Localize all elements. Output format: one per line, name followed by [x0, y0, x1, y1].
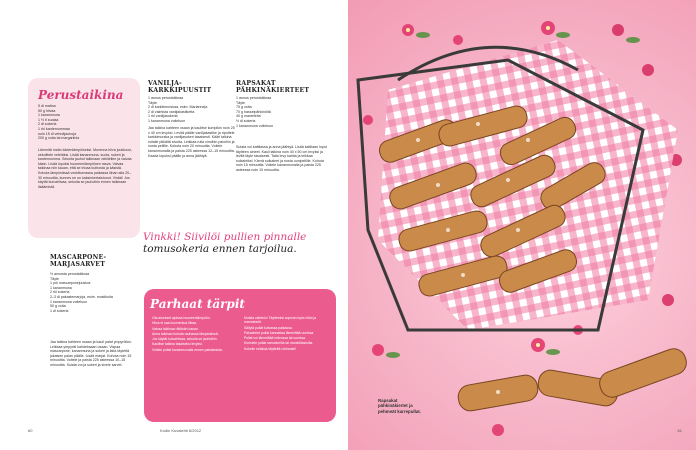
tip-item: Pakastetut pullat kannattaa lämmittää uunissa.	[244, 330, 315, 335]
base-recipe-title: Perustaikina	[38, 88, 124, 102]
ingredient-line: 2 dl valmista vaniljakastiketta	[148, 109, 195, 114]
ingredient-line: 1 kananmuna	[38, 113, 60, 118]
tip-item: Vaivaa taikinaa riittävän kauan.	[152, 326, 199, 331]
right-page-photo	[348, 0, 696, 450]
ingredient-line: 1 prk mascarponejuustoa	[50, 281, 91, 286]
ingredient-line: 5 dl maitoa	[38, 104, 56, 108]
tip-quote	[143, 231, 313, 255]
magazine-footer: Kodin Kuvalehti 6/2012	[160, 428, 202, 433]
ingredient-line: 1 kananmuna voiteluun	[50, 299, 88, 304]
ingredient-line: 1 annos perustaikinaa	[148, 96, 184, 100]
tips-column-1	[152, 316, 240, 353]
ingredient-line: 75 g voita	[236, 105, 252, 110]
tip-item: Voitele pullat kananmunalla ennen paistamista.	[152, 347, 223, 352]
base-method: Lämmitä maito kädenlämpöiseksi. Murenna hiiva joukkoon, sekoittele veteläksi. Lisää kananmuna, suola, sokeri ja kardemumma. Sekoita jauhot taikinaan vähitellen ja vaivaa käsin. Lisää lopuksi huoneenlämpöinen rasva. Vaivaa taikinaa niin kauan, että se irtoaa kulhosta ja käsistä. Kohota lämpimässä vedottomassa paikassa liinan alla 20–30 minuuttia, kunnes se on kaksinkertaistunut. Vinkki! Jos käytät kuivahiivaa, sekoita se jauhoihin ennen taikinaan lisäämistä.	[38, 148, 133, 189]
pastry-photo	[348, 0, 696, 450]
tips-title: Parhaat tärpit	[150, 297, 245, 311]
ingredient-line: 1 ½ tl suolaa	[38, 117, 59, 122]
ingredient-line: 70 g hasselpähkinöitä	[236, 109, 271, 114]
photo-caption: Rapsakat pähkinäkiertet ja pehmeät karrepullat.	[378, 398, 421, 414]
tip-item: Pullat voi lämmittää mikrossa tai uunissa.	[244, 336, 306, 341]
tip-item: Hiiva ei saa kuumentua liikaa.	[152, 321, 197, 326]
ingredient-line: 2–3 dl pakastemarjoja, esim. mustikoita	[50, 294, 113, 299]
rapsakat-title: RAPSAKAT PÄHKINÄKIERTEET	[236, 80, 310, 94]
ingredient-line: 1 annos perustaikinaa	[236, 96, 272, 100]
vanilja-ingredients	[148, 96, 236, 124]
ingredient-line: 2 dl karkkimurskaa, esim. Marianneja	[148, 105, 208, 110]
tip-quote-line-1: Vinkki! Siivilöi pullien pinnalle	[143, 231, 307, 243]
ingredient-line: Täyte	[236, 100, 245, 105]
tip-item: Säilytä pullat kuivassa paikassa.	[244, 325, 293, 330]
ingredient-line: ½ annosta perustaikinaa	[50, 272, 90, 276]
ingredient-line: 2 rkl sokeria	[50, 290, 70, 295]
mascarpone-ingredients	[50, 272, 138, 313]
tip-item: Jos käytät kuivahiivaa, sekoita se jauhoihin.	[152, 337, 218, 342]
ingredient-line: 1 kananmuna voiteluun	[236, 123, 274, 128]
base-ingredients	[38, 104, 133, 141]
tip-item: Koristele pullat raesokerilla tai mantelilastuilla.	[244, 341, 314, 346]
rapsakat-ingredients	[236, 96, 326, 128]
page-number-right: 61	[677, 428, 682, 433]
ingredient-line: 1 rkl vaniljasokeria	[148, 114, 178, 119]
vanilja-title: VANILJA-KARKKIPUUSTIT	[148, 80, 212, 94]
ingredient-line: noin 15 dl vehnäjauhoja	[38, 131, 76, 136]
tip-item: Ota ainekset ajoissa huoneenlämpöön.	[152, 316, 211, 320]
ingredient-line: 50 g voita	[50, 304, 66, 309]
ingredient-line: 200 g voita tai margariinia	[38, 136, 80, 141]
tips-column-2	[244, 316, 332, 352]
mascarpone-method: Jaa taikina kahteen osaan ja kauli palat ympyröiksi. Leikkaa ympyrät kahdeksaan osaan. Vispaa mascarpone, kananmuna ja sokeri ja laita täytettä jokaisen palan päälle. Lisää marjat. Kohota noin 15 minuuttia. Voitele ja paista 225 asteessa 10–15 minuuttia. Sulata voi ja sokeri ja sivele sarvet.	[50, 340, 132, 367]
ingredient-line: 50 g hiivaa	[38, 108, 56, 113]
ingredient-line: 1 kananmuna	[50, 285, 72, 290]
ingredient-line: 40 g manteleita	[236, 114, 261, 119]
tip-item: Kokeile erilaisia täytteitä rohkeasti!	[244, 346, 297, 351]
ingredient-line: 1 kananmuna voiteluun	[148, 118, 186, 123]
tip-item: Muista vaihtelu! Täytteeksi sopivat myös hillot ja marmeladit.	[244, 316, 317, 325]
mascarpone-title: MASCARPONE-MARJASARVET	[50, 254, 107, 268]
ingredient-line: Täyte	[50, 276, 59, 281]
ingredient-line: 1 rkl kardemummaa	[38, 126, 70, 131]
tip-quote-line-2: tomusokeria ennen tarjoilua.	[143, 243, 297, 255]
ingredient-line: 2 dl sokeria	[38, 122, 57, 127]
ingredient-line: Täyte	[148, 100, 157, 105]
tip-item: Anna taikinan kohota rauhassa lämpimässä.	[152, 331, 219, 336]
rapsakat-method: Sulata voi kattilassa ja anna jäähtyä. Lisää kattilaan loput täytteen aineet. Kauli taikina noin 40 x 50 cm levyksi ja levitä täyte tasaisesti. Taita levy kahtia ja leikkaa suikaleiksi. Kierrä suikaleet ja nosta uunipellille. Kohota noin 15 minuuttia. Voitele kananmunalla ja paista 225 asteessa noin 10 minuuttia.	[236, 145, 327, 172]
vanilja-method: Jaa taikina kahteen osaan ja kaulitse kumpikin noin 25 x 40 cm levyksi. Levitä päälle vaniljakastike ja ripottele karkkimurska ja vaniljasokeri tasaisesti. Kääri taikina rullalle pitkältä sivulta. Leikkaa rulla vinoihin paloihin ja nosta pellille. Kohota noin 20 minuuttia. Voitele kananmunalla ja paista 225 asteessa 12–15 minuuttia. Kaada lopuksi päälle ja anna jäähtyä.	[148, 126, 235, 158]
ingredient-line: ½ dl sokeria	[236, 118, 256, 123]
ingredient-line: 1 dl sokeria	[50, 308, 69, 313]
tip-item: Kaulitse taikina tasaiseksi levyksi.	[152, 342, 203, 347]
page-number-left: 60	[28, 428, 33, 433]
